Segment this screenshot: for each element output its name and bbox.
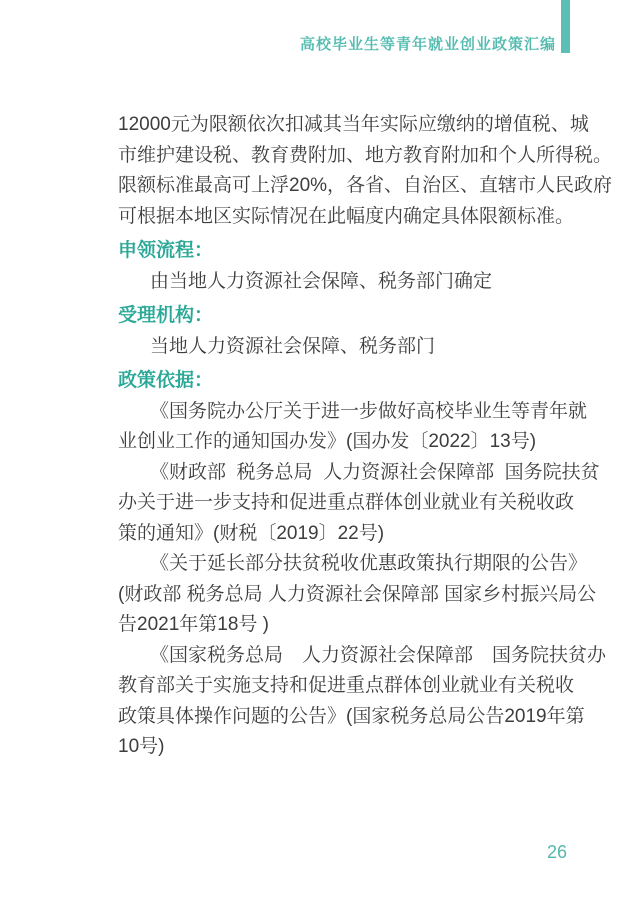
header-accent-bar <box>561 0 570 53</box>
section-heading: 政策依据： <box>118 370 214 391</box>
paragraph <box>118 332 573 363</box>
section-heading: 受理机构： <box>118 305 214 326</box>
text-line: 限额标准最高可上浮20%，各省、自治区、直辖市人民政府 <box>118 175 613 196</box>
paragraph <box>118 397 588 458</box>
text-line: 《财政部 税务总局 人力资源社会保障部 国务院扶贫 <box>150 461 600 483</box>
content <box>118 110 613 763</box>
paragraph <box>118 267 573 298</box>
text-line: 告2021年第18号 ) <box>118 614 270 635</box>
text-line: 《国家税务总局 人力资源社会保障部 国务院扶贫办 <box>150 644 607 666</box>
text-line: 由当地人力资源社会保障、税务部门确定 <box>150 270 493 292</box>
text-line: 市维护建设税、教育费附加、地方教育附加和个人所得税。 <box>118 144 613 166</box>
text-line: 教育部关于实施支持和促进重点群体创业就业有关税收 <box>118 675 575 696</box>
paragraph <box>118 110 613 232</box>
text-line: 12000元为限额依次扣减其当年实际应缴纳的增值税、城 <box>118 114 589 135</box>
text-line: 策的通知》(财税〔2019〕22号) <box>118 522 385 544</box>
page-number: 26 <box>546 842 567 862</box>
text-line: 可根据本地区实际情况在此幅度内确定具体限额标准。 <box>118 205 575 227</box>
paragraph <box>118 549 597 641</box>
text-line: 《关于延长部分扶贫税收优惠政策执行期限的公告》 <box>150 553 588 574</box>
text-line: (财政部 税务总局 人力资源社会保障部 国家乡村振兴局公 <box>118 583 597 605</box>
text-line: 当地人力资源社会保障、税务部门 <box>150 335 436 357</box>
paragraph <box>118 458 600 550</box>
section-heading: 申领流程： <box>118 240 214 261</box>
header-title: 高校毕业生等青年就业创业政策汇编 <box>299 36 556 53</box>
text-line: 10号) <box>118 736 165 757</box>
paragraph <box>118 641 607 763</box>
text-line: 《国务院办公厅关于进一步做好高校毕业生等青年就 <box>150 400 588 422</box>
text-line: 办关于进一步支持和促进重点群体创业就业有关税收政 <box>118 492 575 513</box>
text-line: 业创业工作的通知国办发》(国办发〔2022〕13号) <box>118 431 537 452</box>
text-line: 政策具体操作问题的公告》(国家税务总局公告2019年第 <box>118 705 585 727</box>
